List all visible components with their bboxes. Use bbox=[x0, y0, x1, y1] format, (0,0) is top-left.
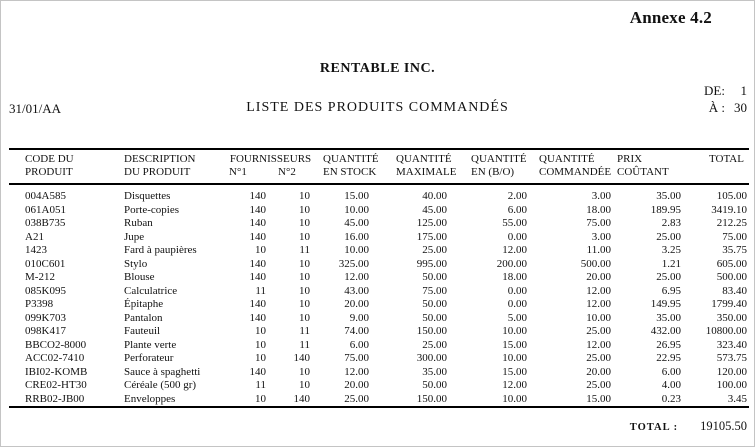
table-cell: 300.00 bbox=[416, 352, 447, 364]
table-cell: 12.00 bbox=[344, 271, 369, 283]
table-cell: 0.00 bbox=[507, 298, 527, 310]
col-header-prix: PRIX bbox=[617, 153, 643, 165]
table-cell: 140 bbox=[293, 352, 310, 364]
table-cell: 25.00 bbox=[422, 244, 447, 256]
report-title: LISTE DES PRODUITS COMMANDÉS bbox=[246, 100, 509, 115]
table-cell: 6.95 bbox=[661, 284, 681, 297]
table-cell: 1799.40 bbox=[711, 298, 747, 310]
table-cell: 10 bbox=[299, 190, 310, 202]
col-header-commandee: QUANTITÉ bbox=[539, 153, 595, 165]
table-cell: 140 bbox=[249, 365, 266, 378]
table-cell: 20.00 bbox=[344, 379, 369, 391]
table-cell: 140 bbox=[249, 203, 266, 216]
table-cell: 20.00 bbox=[586, 365, 611, 378]
col-header-backorder-line2: EN (B/O) bbox=[471, 166, 515, 178]
table-cell: 010C601 bbox=[25, 257, 66, 270]
table-cell: M-212 bbox=[25, 271, 55, 283]
table-cell: 212.25 bbox=[716, 217, 747, 229]
table-cell: 140 bbox=[249, 271, 266, 283]
table-cell: 061A051 bbox=[25, 203, 66, 216]
table-cell: 10.00 bbox=[344, 244, 369, 256]
col-header-stock: QUANTITÉ bbox=[323, 153, 379, 165]
table-cell: 10 bbox=[255, 244, 266, 256]
table-cell: 5.00 bbox=[507, 311, 527, 324]
table-row bbox=[9, 271, 749, 285]
table-cell: 45.00 bbox=[344, 217, 369, 229]
col-header-maximale: QUANTITÉ bbox=[396, 153, 452, 165]
table-cell: 15.00 bbox=[502, 338, 527, 351]
table-cell: 150.00 bbox=[416, 325, 447, 337]
page-range-de-label: DE: bbox=[704, 83, 725, 98]
products-table bbox=[9, 148, 749, 406]
table-cell: 11 bbox=[299, 244, 310, 256]
table-cell: 10 bbox=[255, 352, 266, 364]
table-cell: 10 bbox=[299, 365, 310, 378]
table-cell: 35.00 bbox=[422, 365, 447, 378]
table-cell: 15.00 bbox=[344, 190, 369, 202]
grand-total-label: TOTAL : bbox=[629, 422, 679, 433]
table-header bbox=[9, 149, 749, 184]
table-cell: 10.00 bbox=[586, 311, 611, 324]
table-row bbox=[9, 325, 749, 339]
table-cell: Plante verte bbox=[124, 338, 177, 351]
table-cell: 18.00 bbox=[586, 203, 611, 216]
table-cell: 10 bbox=[299, 379, 310, 391]
table-row bbox=[9, 184, 749, 204]
table-row bbox=[9, 352, 749, 366]
table-cell: 125.00 bbox=[416, 217, 447, 229]
table-cell: 25.00 bbox=[344, 392, 369, 405]
table-row bbox=[9, 366, 749, 380]
table-cell: 10 bbox=[255, 338, 266, 351]
table-cell: 10 bbox=[299, 217, 310, 229]
table-cell: 2.83 bbox=[661, 217, 681, 229]
table-cell: Disquettes bbox=[124, 190, 171, 202]
table-cell: 140 bbox=[249, 190, 266, 202]
table-row bbox=[9, 217, 749, 231]
table-cell: 6.00 bbox=[661, 365, 681, 378]
table-cell: 100.00 bbox=[716, 379, 747, 391]
table-cell: 11 bbox=[255, 284, 266, 297]
table-cell: 11 bbox=[299, 338, 310, 351]
table-cell: 11.00 bbox=[586, 244, 611, 256]
col-header-total-line2 bbox=[683, 166, 749, 184]
table-cell: 16.00 bbox=[344, 230, 369, 243]
page-range-de-value: 1 bbox=[740, 83, 747, 98]
table-cell: 25.00 bbox=[586, 379, 611, 391]
table-cell: 75.00 bbox=[586, 217, 611, 229]
table-cell: Jupe bbox=[124, 230, 145, 243]
col-header-total: TOTAL bbox=[709, 153, 744, 165]
table-cell: 10 bbox=[299, 230, 310, 243]
table-cell: 10800.00 bbox=[705, 325, 747, 337]
table-cell: 74.00 bbox=[344, 325, 369, 337]
table-cell: 0.00 bbox=[507, 230, 527, 243]
grand-total-value: 19105.50 bbox=[700, 419, 747, 433]
table-cell: 500.00 bbox=[580, 257, 611, 270]
table-cell: 085K095 bbox=[25, 284, 66, 297]
table-cell: 15.00 bbox=[502, 365, 527, 378]
table-cell: 83.40 bbox=[722, 284, 747, 297]
table-cell: 10 bbox=[299, 257, 310, 270]
table-cell: Porte-copies bbox=[124, 203, 179, 216]
table-cell: 004A585 bbox=[25, 190, 66, 202]
table-cell: 35.75 bbox=[722, 244, 747, 256]
table-cell: 140 bbox=[249, 298, 266, 310]
table-row bbox=[9, 231, 749, 245]
table-cell: 12.00 bbox=[586, 298, 611, 310]
table-cell: 75.00 bbox=[344, 352, 369, 364]
table-cell: 150.00 bbox=[416, 392, 447, 405]
table-cell: 140 bbox=[249, 311, 266, 324]
table-row bbox=[9, 298, 749, 312]
table-cell: 45.00 bbox=[422, 203, 447, 216]
table-cell: RRB02-JB00 bbox=[25, 392, 85, 405]
table-cell: 12.00 bbox=[586, 284, 611, 297]
table-cell: 10.00 bbox=[502, 325, 527, 337]
col-header-code: CODE DU bbox=[25, 153, 74, 165]
table-cell: 605.00 bbox=[716, 257, 747, 270]
table-cell: 105.00 bbox=[716, 190, 747, 202]
annexe-label: Annexe 4.2 bbox=[629, 8, 712, 27]
table-cell: Épitaphe bbox=[124, 298, 164, 310]
table-cell: A21 bbox=[25, 230, 44, 243]
table-cell: 50.00 bbox=[422, 298, 447, 310]
table-cell: 12.00 bbox=[344, 365, 369, 378]
table-cell: 11 bbox=[255, 379, 266, 391]
table-cell: 098K417 bbox=[25, 325, 66, 337]
col-header-commandee-line2: COMMANDÉE bbox=[539, 166, 612, 178]
table-cell: 18.00 bbox=[502, 271, 527, 283]
table-cell: 149.95 bbox=[650, 298, 681, 310]
col-header-fournisseur-n2: N°2 bbox=[278, 166, 296, 178]
table-cell: 3.00 bbox=[591, 190, 611, 202]
table-cell: 43.00 bbox=[344, 284, 369, 297]
company-name: RENTABLE INC. bbox=[319, 61, 436, 76]
col-header-description-line2: DU PRODUIT bbox=[124, 166, 191, 178]
table-cell: 6.00 bbox=[349, 338, 369, 351]
report-date: 31/01/AA bbox=[9, 101, 61, 116]
col-header-backorder: QUANTITÉ bbox=[471, 153, 527, 165]
table-cell: 25.00 bbox=[586, 352, 611, 364]
table-cell: Stylo bbox=[124, 257, 148, 270]
table-cell: 35.00 bbox=[656, 190, 681, 202]
table-cell: 10 bbox=[299, 271, 310, 283]
table-row bbox=[9, 258, 749, 272]
table-cell: 140 bbox=[249, 230, 266, 243]
table-cell: 2.00 bbox=[507, 190, 527, 202]
col-header-fournisseur-n1: N°1 bbox=[229, 166, 247, 178]
table-row bbox=[9, 379, 749, 393]
page-range bbox=[704, 82, 747, 116]
table-cell: BBCO2-8000 bbox=[25, 338, 87, 351]
table-cell: 11 bbox=[299, 325, 310, 337]
col-header-stock-line2: EN STOCK bbox=[323, 166, 377, 178]
table-cell: 10 bbox=[255, 325, 266, 337]
col-header-prix-line2: COÛTANT bbox=[617, 166, 669, 178]
table-cell: 175.00 bbox=[416, 230, 447, 243]
grand-total bbox=[630, 417, 747, 435]
table-cell: 323.40 bbox=[716, 338, 747, 351]
table-cell: 50.00 bbox=[422, 311, 447, 324]
table-row bbox=[9, 339, 749, 353]
table-cell: 10.00 bbox=[344, 203, 369, 216]
table-cell: 75.00 bbox=[422, 284, 447, 297]
table-cell: 35.00 bbox=[656, 311, 681, 324]
table-cell: 432.00 bbox=[650, 325, 681, 337]
table-cell: 40.00 bbox=[422, 190, 447, 202]
table-cell: Sauce à spaghetti bbox=[124, 365, 201, 378]
table-cell: 22.95 bbox=[656, 352, 681, 364]
table-cell: 189.95 bbox=[650, 203, 681, 216]
table-cell: 500.00 bbox=[716, 271, 747, 283]
table-row bbox=[9, 244, 749, 258]
table-cell: 038B735 bbox=[25, 217, 66, 229]
col-header-description: DESCRIPTION bbox=[124, 153, 196, 165]
table-row bbox=[9, 204, 749, 218]
table-cell: Pantalon bbox=[124, 311, 163, 324]
table-cell: 20.00 bbox=[586, 271, 611, 283]
col-header-fournisseurs: FOURNISSEURS bbox=[229, 153, 312, 165]
table-cell: 3.25 bbox=[661, 244, 681, 256]
table-cell: 25.00 bbox=[656, 271, 681, 283]
table-cell: 3.00 bbox=[591, 230, 611, 243]
table-cell: 50.00 bbox=[422, 271, 447, 283]
table-cell: 10 bbox=[255, 392, 266, 405]
table-cell: 140 bbox=[293, 392, 310, 405]
table-cell: Fauteuil bbox=[124, 325, 161, 337]
table-cell: 50.00 bbox=[422, 379, 447, 391]
table-cell: 9.00 bbox=[349, 311, 369, 324]
table-cell: 325.00 bbox=[338, 257, 369, 270]
page-range-a-value: 30 bbox=[734, 100, 747, 115]
table-cell: 20.00 bbox=[344, 298, 369, 310]
table-cell: 10.00 bbox=[502, 392, 527, 405]
table-cell: Perforateur bbox=[124, 352, 174, 364]
products-table-body bbox=[9, 184, 749, 406]
table-row bbox=[9, 393, 749, 407]
table-cell: 15.00 bbox=[586, 392, 611, 405]
table-cell: 25.00 bbox=[422, 338, 447, 351]
table-cell: 099K703 bbox=[25, 311, 66, 324]
table-cell: 10 bbox=[299, 298, 310, 310]
table-cell: Fard à paupières bbox=[124, 244, 197, 256]
table-cell: 0.23 bbox=[661, 392, 681, 405]
table-cell: 6.00 bbox=[507, 203, 527, 216]
table-cell: 995.00 bbox=[416, 257, 447, 270]
table-cell: 10 bbox=[299, 203, 310, 216]
table-cell: 10 bbox=[299, 311, 310, 324]
table-cell: Blouse bbox=[124, 271, 155, 283]
table-cell: 573.75 bbox=[716, 352, 747, 364]
table-cell: 140 bbox=[249, 217, 266, 229]
table-cell: Enveloppes bbox=[124, 392, 176, 405]
table-cell: Calculatrice bbox=[124, 284, 178, 297]
table-cell: Ruban bbox=[124, 217, 153, 229]
table-cell: 12.00 bbox=[586, 338, 611, 351]
table-cell: 55.00 bbox=[502, 217, 527, 229]
table-cell: 1423 bbox=[25, 244, 47, 256]
table-row bbox=[9, 312, 749, 326]
table-cell: IBI02-KOMB bbox=[25, 365, 88, 378]
table-cell: Céréale (500 gr) bbox=[124, 379, 197, 391]
table-cell: 26.95 bbox=[656, 338, 681, 351]
table-cell: 200.00 bbox=[496, 257, 527, 270]
table-cell: 25.00 bbox=[586, 325, 611, 337]
col-header-maximale-line2: MAXIMALE bbox=[396, 166, 457, 178]
table-row bbox=[9, 285, 749, 299]
table-cell: 10.00 bbox=[502, 352, 527, 364]
table-cell: 0.00 bbox=[507, 284, 527, 297]
table-cell: 4.00 bbox=[661, 379, 681, 391]
table-cell: 120.00 bbox=[716, 365, 747, 378]
table-cell: 75.00 bbox=[722, 230, 747, 243]
table-cell: CRE02-HT30 bbox=[25, 379, 87, 391]
col-header-code-line2: PRODUIT bbox=[25, 166, 73, 178]
table-cell: 1.21 bbox=[661, 257, 681, 270]
table-cell: 25.00 bbox=[656, 230, 681, 243]
table-cell: 12.00 bbox=[502, 244, 527, 256]
table-cell: 3.45 bbox=[727, 392, 747, 405]
footer-rule bbox=[9, 406, 749, 408]
table-cell: 10 bbox=[299, 284, 310, 297]
table-cell: 350.00 bbox=[716, 311, 747, 324]
table-cell: 140 bbox=[249, 257, 266, 270]
table-cell: P3398 bbox=[25, 298, 54, 310]
table-cell: 12.00 bbox=[502, 379, 527, 391]
table-cell: ACC02-7410 bbox=[25, 352, 85, 364]
table-cell: 3419.10 bbox=[711, 203, 747, 216]
page-range-a-label: À : bbox=[708, 100, 725, 115]
